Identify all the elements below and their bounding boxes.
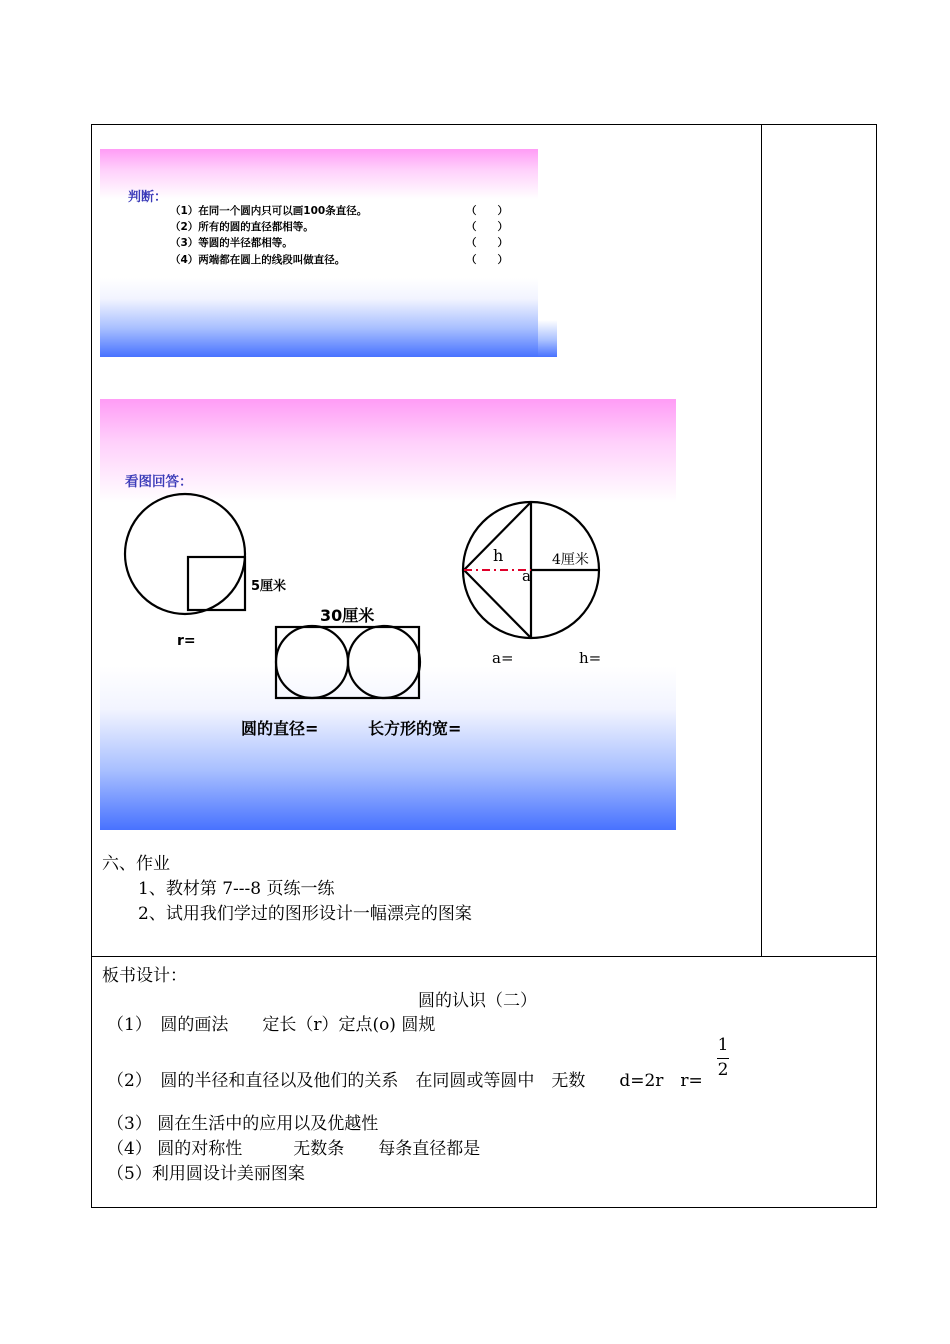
a-label: a [522,567,531,585]
judge-title: 判断： [128,190,168,205]
judge-item-2: （2）所有的圆的直径都相等。 [170,221,314,233]
rect-circle-left [276,626,348,698]
judge-item-3: （3）等圆的半径都相等。 [170,237,293,249]
judge-answer-1: （ ） [466,205,508,217]
h-label: h [493,546,504,565]
board-heading: 板书设计： [102,966,187,986]
rect-height-question: 长方形的宽= [368,719,462,738]
diameter-question: 圆的直径= [241,719,319,738]
rect-width-label: 30厘米 [320,606,375,625]
figure-slide-title: 看图回答： [125,474,193,490]
r-label: r= [177,633,196,649]
board-line-3: （3） 圆在生活中的应用以及优越性 [107,1114,379,1134]
judge-answer-3: （ ） [466,237,508,249]
kite-bottom-edge [464,570,531,638]
board-line-2: （2） 圆的半径和直径以及他们的关系 在同圆或等圆中 无数 d=2r r= [107,1071,703,1091]
homework-item-2: 2、试用我们学过的图形设计一幅漂亮的图案 [138,904,472,924]
table-column-divider [761,124,762,957]
board-line-4: （4） 圆的对称性 无数条 每条直径都是 [107,1139,481,1159]
fraction-denominator: 2 [717,1060,729,1080]
homework-item-1: 1、教材第 7---8 页练一练 [138,879,335,899]
board-title: 圆的认识（二） [418,991,537,1011]
fraction-bar [717,1058,729,1059]
fraction-half [714,1035,732,1083]
judge-slide-blue-extension [538,320,557,357]
judge-item-4: （4）两端都在圆上的线段叫做直径。 [170,254,346,266]
judge-item-1: （1）在同一个圆内只可以画100条直径。 [170,205,368,217]
judge-answer-2: （ ） [466,221,508,233]
h-answer: h= [579,649,602,667]
fraction-numerator: 1 [717,1035,729,1055]
table-row-divider [91,956,877,957]
square-side-label: 5厘米 [251,579,287,594]
a-answer: a= [492,649,514,667]
left-circle [125,494,245,614]
judge-answer-4: （ ） [466,254,508,266]
homework-heading: 六、作业 [102,854,170,874]
rect-circle-right [348,626,420,698]
board-line-1: （1） 圆的画法 定长（r）定点(o) 圆规 [107,1015,436,1035]
board-line-5: （5）利用圆设计美丽图案 [107,1164,305,1184]
figure-drawings [100,399,676,830]
radius-label: 4厘米 [552,552,589,568]
